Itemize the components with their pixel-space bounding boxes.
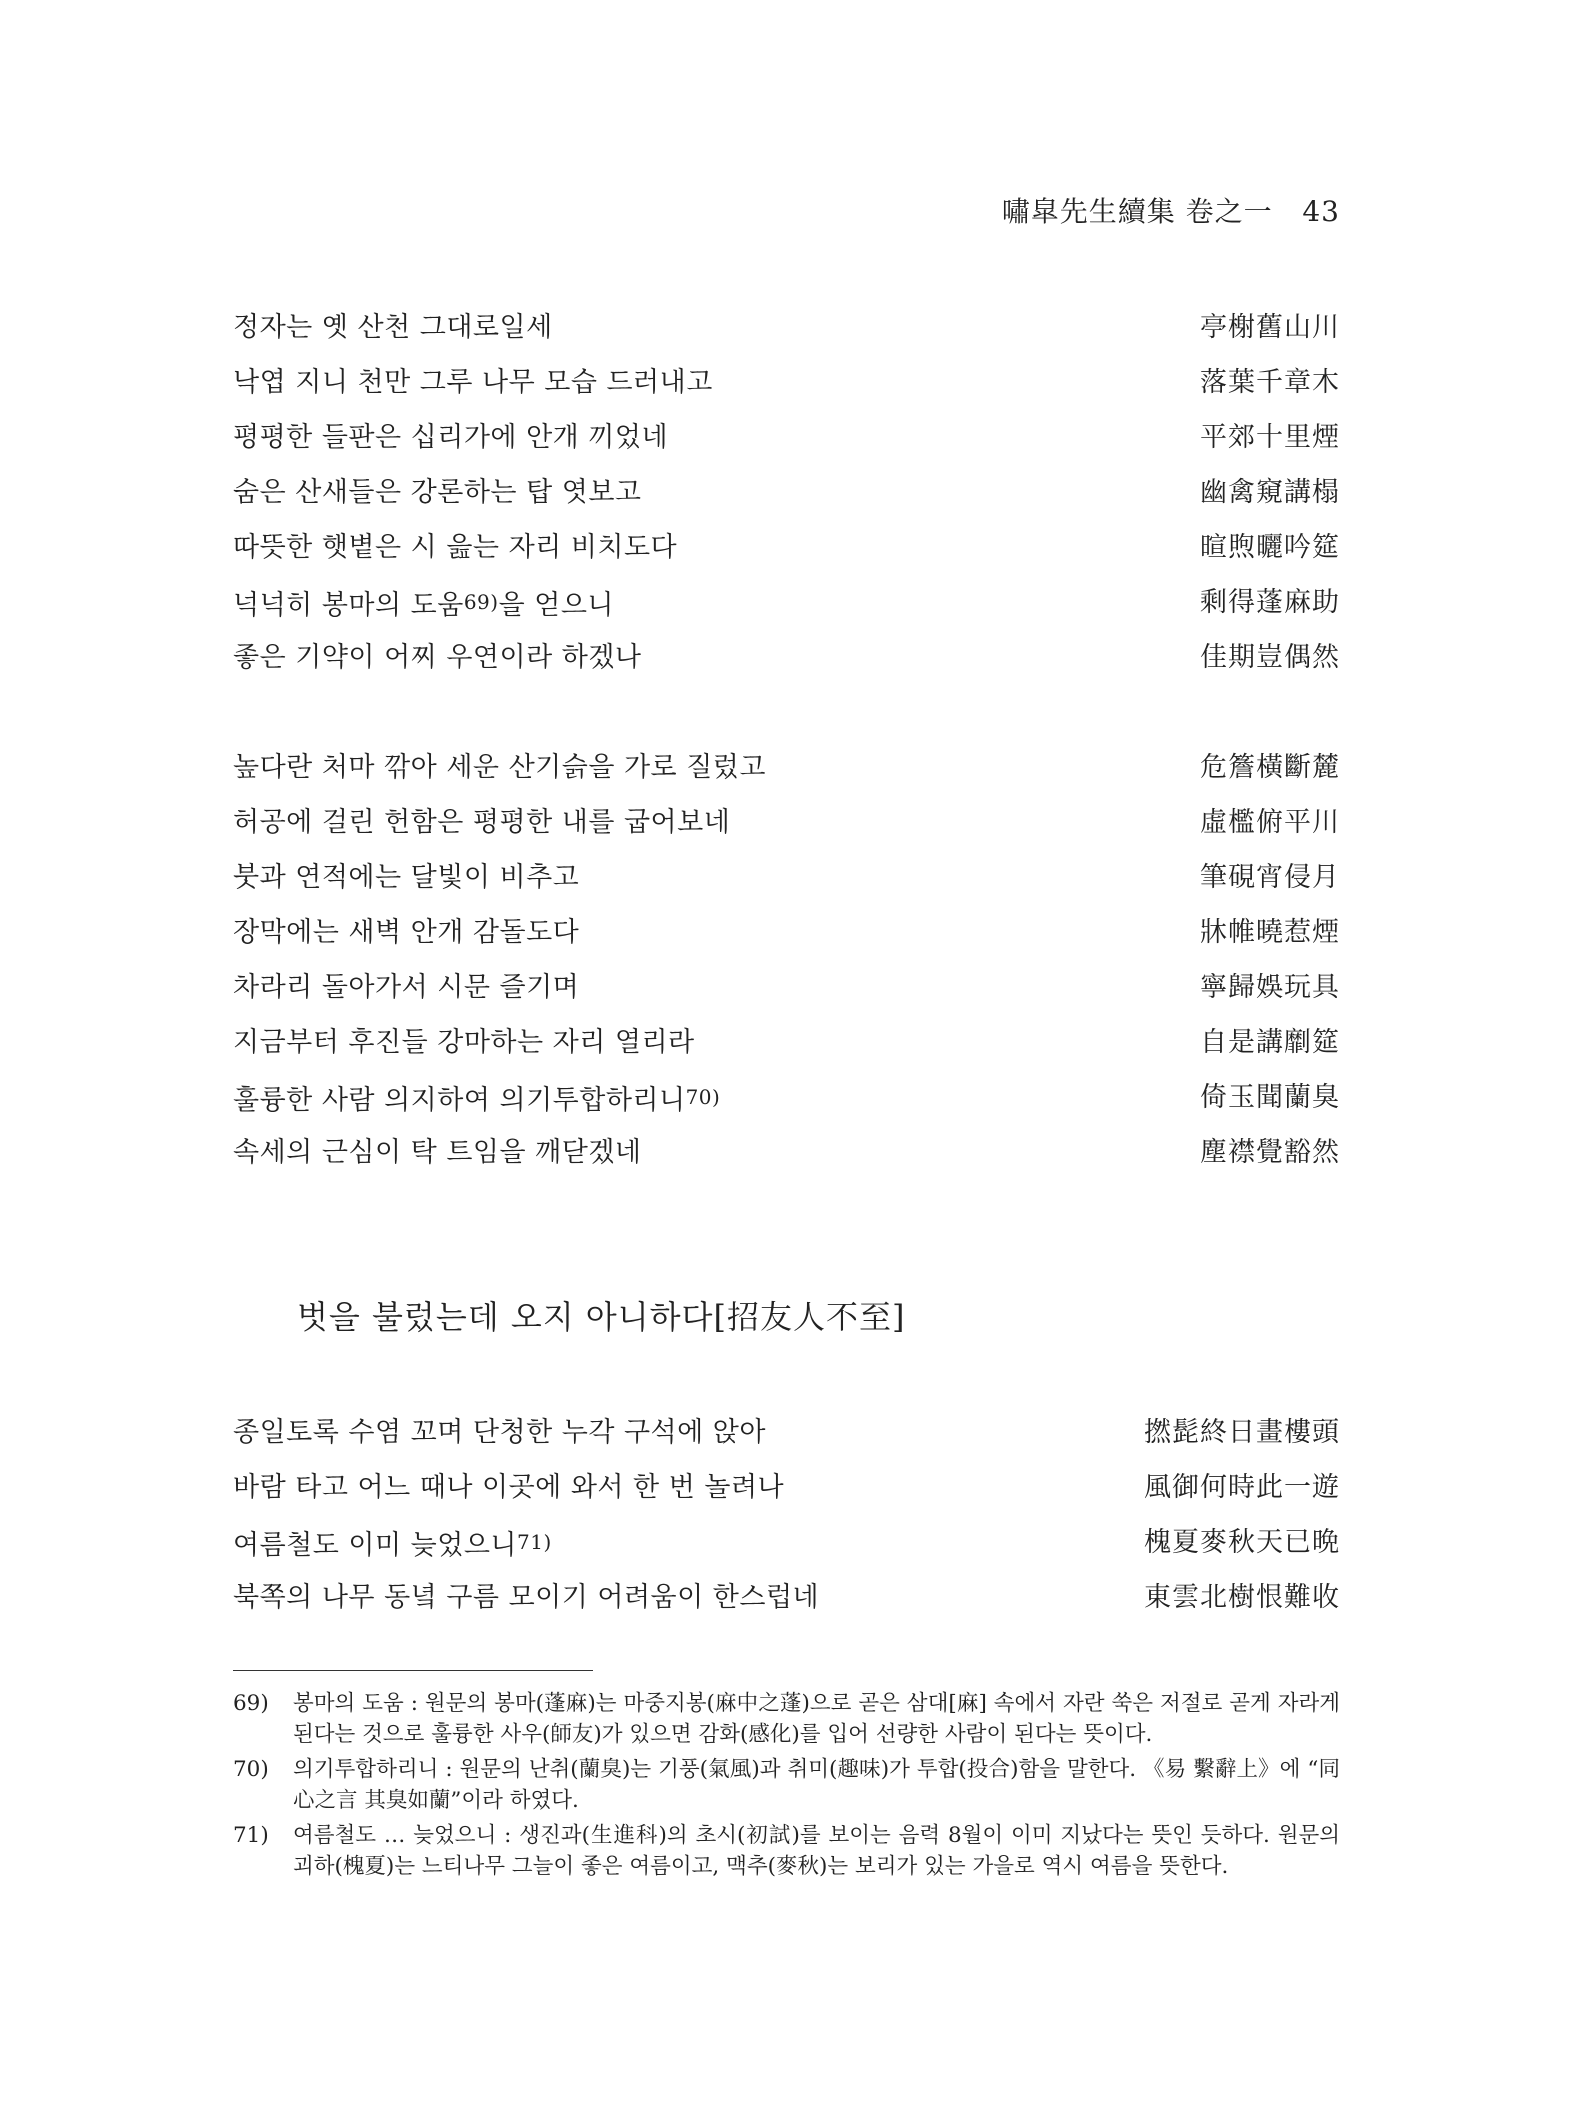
korean-verse: 평평한 들판은 십리가에 안개 끼었네 xyxy=(233,422,669,453)
page-number: 43 xyxy=(1302,195,1340,228)
korean-verse-text: 넉넉히 봉마의 도움 xyxy=(233,590,464,621)
footnote-number: 69) xyxy=(233,1691,269,1716)
poem-stanza-3 xyxy=(233,1405,1340,1625)
poem-line xyxy=(233,300,1340,355)
hanja-verse: 自是講劘筵 xyxy=(1200,1027,1340,1058)
footnote-ref-69[interactable]: 69) xyxy=(463,590,499,614)
footnote-69 xyxy=(233,1688,1340,1750)
korean-verse-text: 여름철도 이미 늦었으니 xyxy=(233,1530,517,1561)
footnote-71 xyxy=(233,1820,1340,1882)
hanja-verse: 倚玉聞蘭臭 xyxy=(1200,1082,1340,1113)
hanja-verse: 虛檻俯平川 xyxy=(1200,807,1340,838)
poem-line xyxy=(233,1515,1340,1570)
hanja-verse: 寧歸娛玩具 xyxy=(1200,972,1340,1003)
hanja-verse: 東雲北樹恨難收 xyxy=(1144,1582,1340,1613)
hanja-verse: 槐夏麥秋天已晩 xyxy=(1144,1527,1340,1558)
section-title: 벗을 불렀는데 오지 아니하다[招友人不至] xyxy=(297,1298,906,1336)
korean-verse: 붓과 연적에는 달빛이 비추고 xyxy=(233,862,580,893)
poem-line xyxy=(233,410,1340,465)
poem-line xyxy=(233,850,1340,905)
korean-verse: 정자는 옛 산천 그대로일세 xyxy=(233,312,553,343)
footnote-ref-71[interactable]: 71) xyxy=(517,1530,552,1554)
korean-verse-text: 훌륭한 사람 의지하여 의기투합하리니 xyxy=(233,1085,686,1116)
poem-line xyxy=(233,1460,1340,1515)
poem-line xyxy=(233,1125,1340,1180)
korean-verse xyxy=(233,1515,552,1573)
hanja-verse: 風御何時此一遊 xyxy=(1144,1472,1340,1503)
footnote-text: 봉마의 도움 : 원문의 봉마(蓬麻)는 마중지봉(麻中之蓬)으로 곧은 삼대[麻] 속에서 자란 쑥은 저절로 곧게 자라게 된다는 것으로 훌륭한 사우(師友)가 있으면 감화(感化)를 입어 선량한 사람이 된다는 뜻이다. xyxy=(293,1691,1340,1747)
running-header xyxy=(1002,190,1340,230)
poem-line xyxy=(233,1070,1340,1125)
poem-line xyxy=(233,960,1340,1015)
footnote-70 xyxy=(233,1754,1340,1816)
hanja-verse: 落葉千章木 xyxy=(1200,367,1340,398)
footnote-divider xyxy=(233,1670,593,1671)
korean-verse: 지금부터 후진들 강마하는 자리 열리라 xyxy=(233,1027,695,1058)
poem-line xyxy=(233,905,1340,960)
poem-line xyxy=(233,465,1340,520)
hanja-verse: 亭榭舊山川 xyxy=(1200,312,1340,343)
korean-verse: 속세의 근심이 탁 트임을 깨닫겠네 xyxy=(233,1137,642,1168)
hanja-verse: 牀帷曉惹煙 xyxy=(1200,917,1340,948)
poem-stanza-2 xyxy=(233,740,1340,1180)
korean-verse: 장막에는 새벽 안개 감돌도다 xyxy=(233,917,580,948)
poem-line xyxy=(233,630,1340,685)
hanja-verse: 佳期豈偶然 xyxy=(1200,642,1340,673)
hanja-verse: 平郊十里煙 xyxy=(1200,422,1340,453)
hanja-verse: 塵襟覺豁然 xyxy=(1200,1137,1340,1168)
hanja-verse: 筆硯宵侵月 xyxy=(1200,862,1340,893)
hanja-verse: 暄煦曬吟筵 xyxy=(1200,532,1340,563)
korean-verse xyxy=(233,575,614,633)
hanja-verse: 幽禽窺講榻 xyxy=(1200,477,1340,508)
book-title: 嘯皐先生續集 卷之一 xyxy=(1001,195,1273,228)
poem-line xyxy=(233,575,1340,630)
footnote-ref-70[interactable]: 70) xyxy=(685,1085,721,1109)
korean-verse-text-cont: 을 얻으니 xyxy=(498,590,615,621)
footnote-text: 여름철도 … 늦었으니 : 생진과(生進科)의 초시(初試)를 보이는 음력 8월이 이미 지났다는 뜻인 듯하다. 원문의 괴하(槐夏)는 느티나무 그늘이 좋은 여름이고, 맥추(麥秋)는 보리가 있는 가을로 역시 여름을 뜻한다. xyxy=(293,1823,1340,1879)
korean-verse xyxy=(233,1070,720,1128)
korean-verse: 숨은 산새들은 강론하는 탑 엿보고 xyxy=(233,477,642,508)
korean-verse: 허공에 걸린 헌함은 평평한 내를 굽어보네 xyxy=(233,807,731,838)
footnote-text: 의기투합하리니 : 원문의 난취(蘭臭)는 기풍(氣風)과 취미(趣味)가 투합(投合)함을 말한다. 《易 繫辭上》에 “同心之言 其臭如蘭”이라 하였다. xyxy=(293,1757,1340,1813)
poem-line xyxy=(233,1405,1340,1460)
poem-line xyxy=(233,740,1340,795)
poem-line xyxy=(233,795,1340,850)
poem-line xyxy=(233,1015,1340,1070)
poem-line xyxy=(233,1570,1340,1625)
korean-verse: 높다란 처마 깎아 세운 산기슭을 가로 질렀고 xyxy=(233,752,766,783)
poem-stanza-1 xyxy=(233,300,1340,685)
footnote-number: 70) xyxy=(233,1757,269,1782)
hanja-verse: 危簷橫斷麓 xyxy=(1200,752,1340,783)
hanja-verse: 撚髭終日畫樓頭 xyxy=(1144,1417,1340,1448)
korean-verse: 차라리 돌아가서 시문 즐기며 xyxy=(233,972,580,1003)
korean-verse: 종일토록 수염 꼬며 단청한 누각 구석에 앉아 xyxy=(233,1417,766,1448)
poem-line xyxy=(233,520,1340,575)
hanja-verse: 剩得蓬麻助 xyxy=(1200,587,1340,618)
korean-verse: 따뜻한 햇볕은 시 읊는 자리 비치도다 xyxy=(233,532,678,563)
poem-line xyxy=(233,355,1340,410)
footnote-number: 71) xyxy=(233,1823,269,1848)
korean-verse: 낙엽 지니 천만 그루 나무 모습 드러내고 xyxy=(233,367,713,398)
footnotes xyxy=(233,1688,1340,1886)
korean-verse: 바람 타고 어느 때나 이곳에 와서 한 번 놀려나 xyxy=(233,1472,785,1503)
korean-verse: 북쪽의 나무 동녘 구름 모이기 어려움이 한스럽네 xyxy=(233,1582,820,1613)
korean-verse: 좋은 기약이 어찌 우연이라 하겠나 xyxy=(233,642,642,673)
